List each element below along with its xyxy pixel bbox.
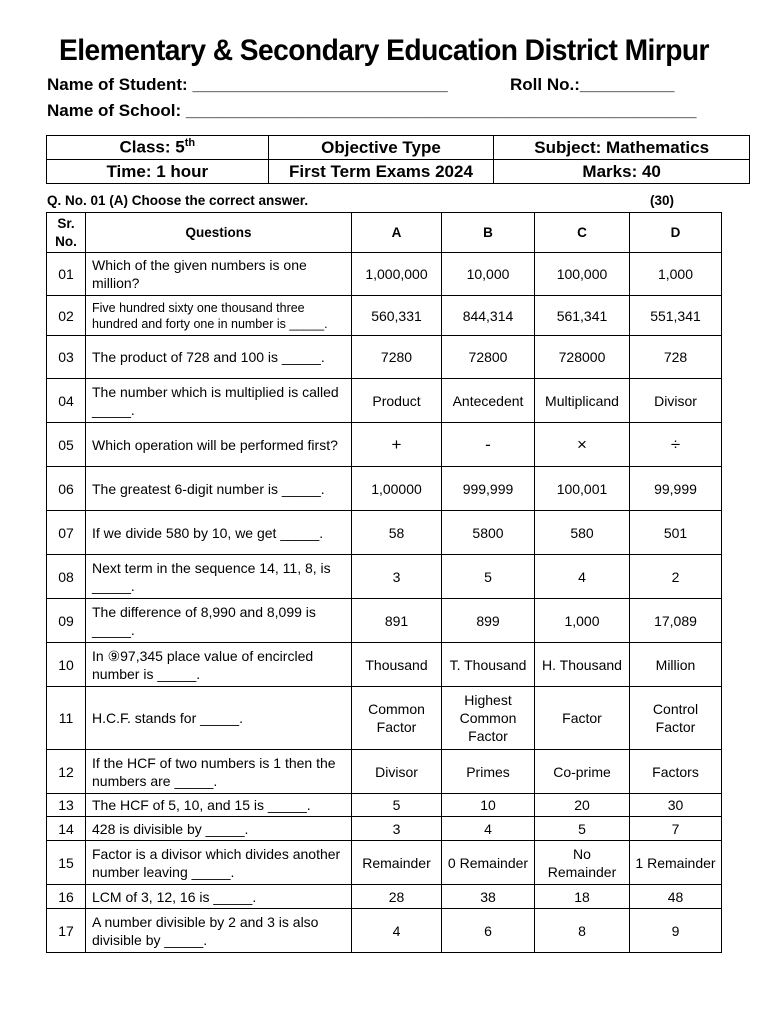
option-b: 899 bbox=[442, 599, 535, 643]
class-label: Class: 5 bbox=[119, 137, 185, 157]
row-sr: 02 bbox=[47, 296, 86, 336]
option-a: 891 bbox=[352, 599, 442, 643]
row-sr: 13 bbox=[47, 794, 86, 817]
option-d: 501 bbox=[630, 511, 722, 555]
class-cell bbox=[47, 136, 269, 160]
option-a: 560,331 bbox=[352, 296, 442, 336]
option-b: 10,000 bbox=[442, 253, 535, 296]
option-c: 561,341 bbox=[535, 296, 630, 336]
student-name-field[interactable]: Name of Student: ___________________________ bbox=[47, 75, 448, 94]
exam-cell: First Term Exams 2024 bbox=[268, 160, 494, 184]
row-sr: 06 bbox=[47, 467, 86, 511]
option-c: 1,000 bbox=[535, 599, 630, 643]
table-row bbox=[47, 687, 722, 750]
header-sr bbox=[47, 213, 86, 253]
option-d: 17,089 bbox=[630, 599, 722, 643]
table-row bbox=[47, 379, 722, 423]
roll-no-field[interactable]: Roll No.:__________ bbox=[510, 75, 675, 94]
option-a: + bbox=[352, 423, 442, 467]
option-d: 9 bbox=[630, 909, 722, 953]
row-sr: 12 bbox=[47, 750, 86, 794]
row-question: The difference of 8,990 and 8,099 is _____. bbox=[86, 599, 352, 643]
option-a: 1,000,000 bbox=[352, 253, 442, 296]
option-c: Co-prime bbox=[535, 750, 630, 794]
option-a: Product bbox=[352, 379, 442, 423]
header-questions: Questions bbox=[86, 213, 352, 253]
option-c: 20 bbox=[535, 794, 630, 817]
row-sr: 10 bbox=[47, 643, 86, 687]
page-title: Elementary & Secondary Education District Mirpur bbox=[59, 34, 709, 67]
table-row bbox=[47, 885, 722, 909]
table-row bbox=[47, 336, 722, 379]
option-b: 0 Remainder bbox=[442, 841, 535, 885]
option-d: 99,999 bbox=[630, 467, 722, 511]
row-sr: 04 bbox=[47, 379, 86, 423]
option-d: Control Factor bbox=[630, 687, 722, 750]
section-marks: (30) bbox=[650, 193, 675, 208]
header-sr-line1: Sr. bbox=[57, 215, 75, 231]
row-sr: 17 bbox=[47, 909, 86, 953]
option-b: Primes bbox=[442, 750, 535, 794]
option-a: 28 bbox=[352, 885, 442, 909]
option-b: 6 bbox=[442, 909, 535, 953]
marks-cell: Marks: 40 bbox=[494, 160, 750, 184]
option-b: Highest Common Factor bbox=[442, 687, 535, 750]
row-question: Five hundred sixty one thousand three hundred and forty one in number is _____. bbox=[86, 296, 352, 336]
row-question: Factor is a divisor which divides another number leaving _____. bbox=[86, 841, 352, 885]
option-c: Multiplicand bbox=[535, 379, 630, 423]
option-a: 5 bbox=[352, 794, 442, 817]
option-b: 999,999 bbox=[442, 467, 535, 511]
option-b: 72800 bbox=[442, 336, 535, 379]
option-c: 580 bbox=[535, 511, 630, 555]
row-sr: 15 bbox=[47, 841, 86, 885]
row-sr: 05 bbox=[47, 423, 86, 467]
table-row bbox=[47, 841, 722, 885]
option-a: 1,00000 bbox=[352, 467, 442, 511]
option-d: ÷ bbox=[630, 423, 722, 467]
row-question: H.C.F. stands for _____. bbox=[86, 687, 352, 750]
option-b: - bbox=[442, 423, 535, 467]
mcq-table bbox=[46, 212, 722, 953]
row-sr: 03 bbox=[47, 336, 86, 379]
option-d: 1,000 bbox=[630, 253, 722, 296]
section-heading: Q. No. 01 (A) Choose the correct answer. bbox=[47, 193, 309, 208]
option-d: 7 bbox=[630, 817, 722, 841]
option-c: × bbox=[535, 423, 630, 467]
table-row bbox=[47, 817, 722, 841]
option-d: Million bbox=[630, 643, 722, 687]
option-b: 5800 bbox=[442, 511, 535, 555]
row-sr: 11 bbox=[47, 687, 86, 750]
table-header-row bbox=[47, 213, 722, 253]
row-question: A number divisible by 2 and 3 is also divisible by _____. bbox=[86, 909, 352, 953]
row-question: In ⑨97,345 place value of encircled number is _____. bbox=[86, 643, 352, 687]
option-a: 4 bbox=[352, 909, 442, 953]
header-a: A bbox=[352, 213, 442, 253]
row-sr: 07 bbox=[47, 511, 86, 555]
row-question: The HCF of 5, 10, and 15 is _____. bbox=[86, 794, 352, 817]
table-row bbox=[47, 296, 722, 336]
option-a: Divisor bbox=[352, 750, 442, 794]
header-b: B bbox=[442, 213, 535, 253]
table-row bbox=[47, 423, 722, 467]
subject-cell: Subject: Mathematics bbox=[494, 136, 750, 160]
row-question: LCM of 3, 12, 16 is _____. bbox=[86, 885, 352, 909]
option-c: No Remainder bbox=[535, 841, 630, 885]
option-c: 728000 bbox=[535, 336, 630, 379]
option-b: 38 bbox=[442, 885, 535, 909]
school-name-field[interactable]: Name of School: ______________________________________________________ bbox=[47, 101, 697, 120]
option-d: 48 bbox=[630, 885, 722, 909]
class-suffix: th bbox=[184, 137, 196, 150]
option-b: Antecedent bbox=[442, 379, 535, 423]
row-question: Which of the given numbers is one million? bbox=[86, 253, 352, 296]
option-d: 2 bbox=[630, 555, 722, 599]
option-b: 844,314 bbox=[442, 296, 535, 336]
option-d: 30 bbox=[630, 794, 722, 817]
option-a: Thousand bbox=[352, 643, 442, 687]
table-row bbox=[47, 555, 722, 599]
option-b: T. Thousand bbox=[442, 643, 535, 687]
row-sr: 01 bbox=[47, 253, 86, 296]
option-a: 3 bbox=[352, 555, 442, 599]
option-a: 7280 bbox=[352, 336, 442, 379]
option-a: Common Factor bbox=[352, 687, 442, 750]
row-question: Next term in the sequence 14, 11, 8, is _____. bbox=[86, 555, 352, 599]
option-d: 1 Remainder bbox=[630, 841, 722, 885]
option-a: 3 bbox=[352, 817, 442, 841]
header-d: D bbox=[630, 213, 722, 253]
option-c: 5 bbox=[535, 817, 630, 841]
option-c: 4 bbox=[535, 555, 630, 599]
option-d: Factors bbox=[630, 750, 722, 794]
option-b: 4 bbox=[442, 817, 535, 841]
table-row bbox=[47, 467, 722, 511]
table-row bbox=[47, 599, 722, 643]
exam-info-table bbox=[46, 135, 750, 184]
option-d: 728 bbox=[630, 336, 722, 379]
option-b: 10 bbox=[442, 794, 535, 817]
header-sr-line2: No. bbox=[55, 233, 77, 249]
option-c: 100,000 bbox=[535, 253, 630, 296]
row-question: If the HCF of two numbers is 1 then the numbers are _____. bbox=[86, 750, 352, 794]
row-sr: 14 bbox=[47, 817, 86, 841]
option-c: Factor bbox=[535, 687, 630, 750]
option-a: Remainder bbox=[352, 841, 442, 885]
row-question: The number which is multiplied is called _____. bbox=[86, 379, 352, 423]
option-c: 18 bbox=[535, 885, 630, 909]
row-question: The greatest 6-digit number is _____. bbox=[86, 467, 352, 511]
option-c: 100,001 bbox=[535, 467, 630, 511]
row-question: The product of 728 and 100 is _____. bbox=[86, 336, 352, 379]
option-c: H. Thousand bbox=[535, 643, 630, 687]
table-row bbox=[47, 794, 722, 817]
option-d: Divisor bbox=[630, 379, 722, 423]
table-row bbox=[47, 253, 722, 296]
option-b: 5 bbox=[442, 555, 535, 599]
row-sr: 08 bbox=[47, 555, 86, 599]
option-a: 58 bbox=[352, 511, 442, 555]
table-row bbox=[47, 909, 722, 953]
option-c: 8 bbox=[535, 909, 630, 953]
row-question: Which operation will be performed first? bbox=[86, 423, 352, 467]
row-sr: 09 bbox=[47, 599, 86, 643]
table-row bbox=[47, 643, 722, 687]
option-d: 551,341 bbox=[630, 296, 722, 336]
table-row bbox=[47, 511, 722, 555]
type-cell: Objective Type bbox=[268, 136, 494, 160]
table-row bbox=[47, 750, 722, 794]
time-cell: Time: 1 hour bbox=[47, 160, 269, 184]
row-question: If we divide 580 by 10, we get _____. bbox=[86, 511, 352, 555]
row-question: 428 is divisible by _____. bbox=[86, 817, 352, 841]
header-c: C bbox=[535, 213, 630, 253]
row-sr: 16 bbox=[47, 885, 86, 909]
